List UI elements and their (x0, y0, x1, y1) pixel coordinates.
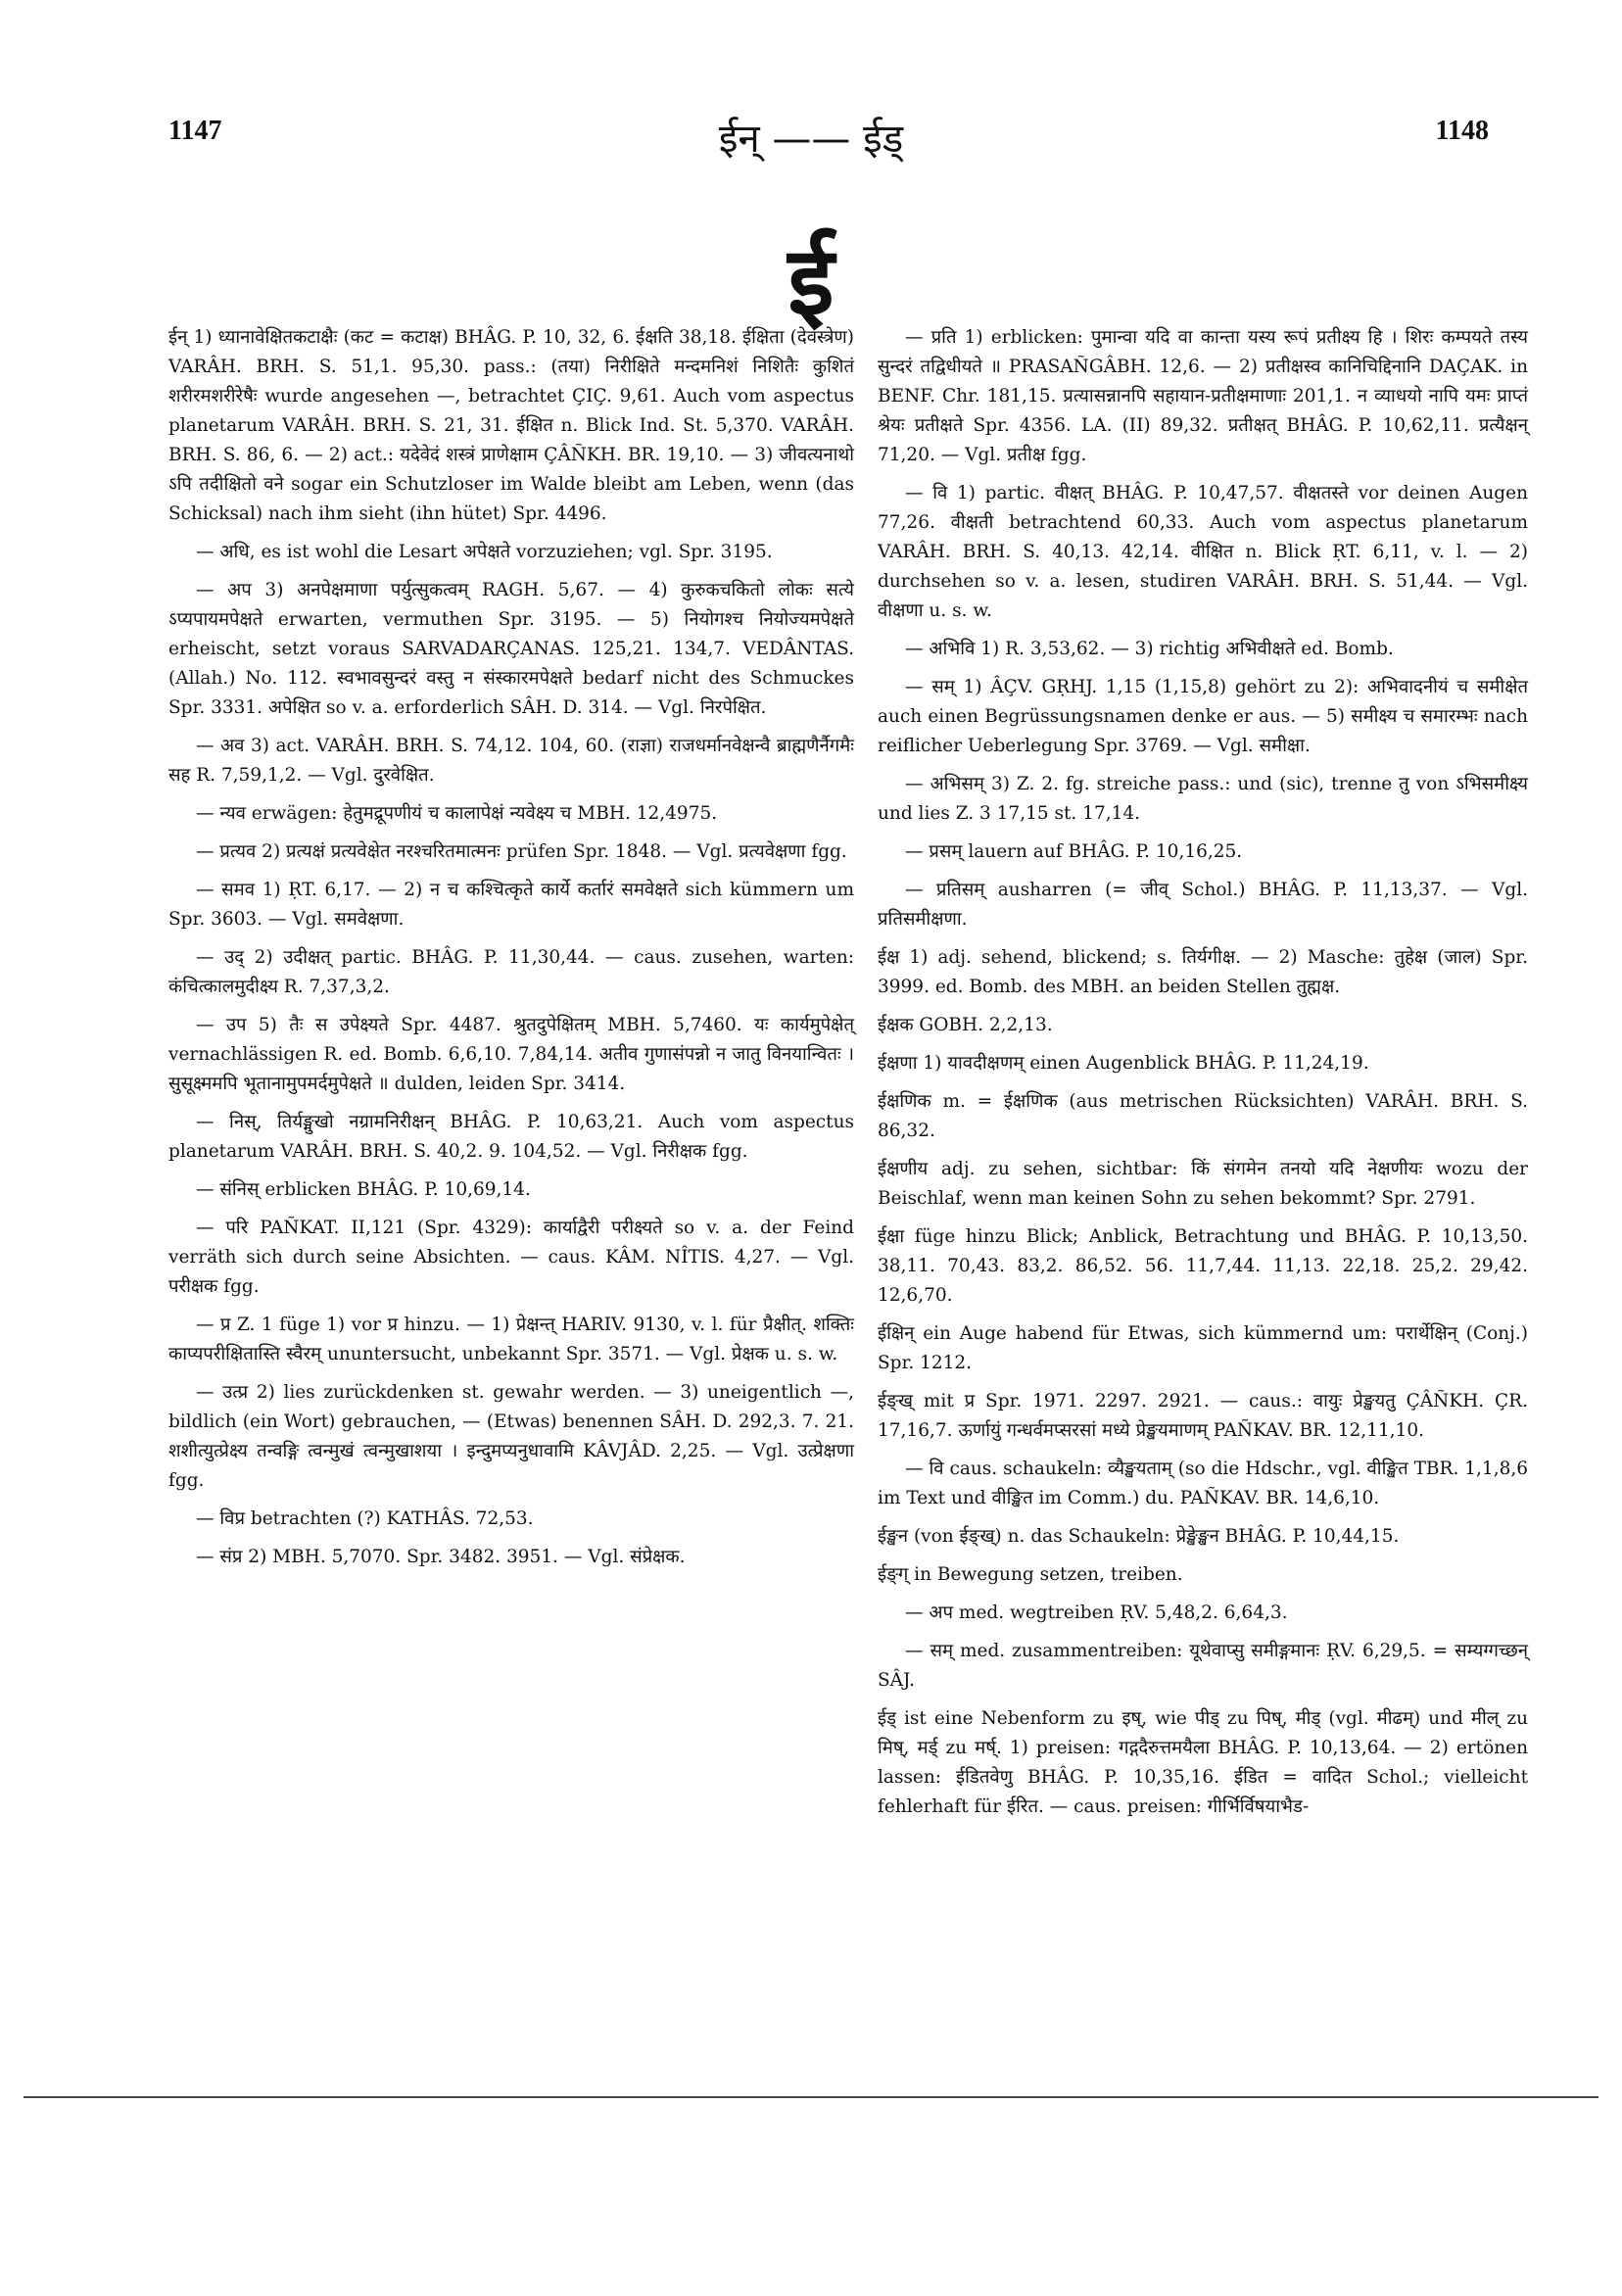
dictionary-entry: — अप 3) अनपेक्षमाणा पर्युत्सुकत्वम् RAGH. 5,67. — 4) कुरुकचकितो लोकः सत्ये ऽप्यपायमपेक्षते erwarten, vermuthen Spr. 3195. — 5) नियोगश्च नियोज्यमपेक्षते erheischt, setzt voraus SARVADARÇANAS. 125,21. 134,7. VEDÂNTAS. (Allah.) No. 112. स्वभावसुन्दरं वस्तु न संस्कारमपेक्षते bedarf nicht des Schmuckes Spr. 3331. अपेक्षित so v. a. erforderlich SÂH. D. 314. — Vgl. निरपेक्षित. (168, 580, 854, 718)
dictionary-entry: ईक्षणा 1) यावदीक्षणम् einen Augenblick BHÂG. P. 11,24,19. (878, 1053, 1369, 1074)
dictionary-entry: ईङ्ग् in Bewegung setzen, treiben. (878, 1564, 1183, 1585)
right-column (878, 323, 1528, 1831)
dictionary-entry: — विप्र betrachten (?) KATHÂS. 72,53. (196, 1508, 534, 1529)
dictionary-entry: ईक्षक GOBH. 2,2,13. (878, 1015, 1053, 1035)
bottom-rule (24, 2096, 1598, 2098)
dictionary-entry: ईड् ist eine Nebenform zu इष्, wie पीड् zu पिष्, मीड् (vgl. मीढम्) und मील् zu मिष्, मर्ड् zu मर्ष्. 1) preisen: गद्गदैरुत्तमयैला BHÂG. P. 10,13,64. — 2) ertönen lassen: ईडितवेणु BHÂG. P. 10,35,16. ईडित = वादित Schol.; vielleicht fehlerhaft für ईरित. — caus. preisen: गीर्भिर्विषयाभैड- (878, 1708, 1528, 1817)
dictionary-entry: — प्रत्यव 2) प्रत्यक्षं प्रत्यवेक्षेत नरश्चरितमात्मनः prüfen Spr. 1848. — Vgl. प्रत्यवेक्षणा fgg. (196, 841, 847, 862)
dictionary-entry: ईक्षणीय adj. zu sehen, sichtbar: किं संगमेन तनयो यदि नेक्षणीयः wozu der Beischlaf, wenn man keinen Sohn zu sehen bekommt? Spr. 2791. (878, 1159, 1528, 1209)
dictionary-entry: ईक्षणिक m. = ईक्षणिक (aus metrischen Rücksichten) VARÂH. BRH. S. 86,32. (878, 1091, 1528, 1141)
dictionary-entry: — उत्प्र 2) lies zurückdenken st. gewahr werden. — 3) uneigentlich —, bildlich (ein Wort) gebrauchen, — (Etwas) benennen SÂH. D. 292,3. 7. 21. शशीत्युत्प्रेक्ष्य तन्वङ्गि त्वन्मुखं त्वन्मुखाशया । इन्दुमप्यनुधावामि KÂVJÂD. 2,25. — Vgl. उत्प्रेक्षणा fgg. (168, 1382, 854, 1491)
dictionary-entry: — समव 1) ṚT. 6,17. — 2) न च कश्चित्कृते कार्ये कर्तारं समवेक्षते sich kümmern um Spr. 3603. — Vgl. समवेक्षणा. (168, 880, 854, 930)
dictionary-entry: — प्रति 1) erblicken: पुमान्वा यदि वा कान्ता यस्य रूपं प्रतीक्ष्य हि । शिरः कम्पयते तस्य सुन्दरं तद्विधीयते ॥ PRASAÑGÂBH. 12,6. — 2) प्रतीक्षस्व कानिचिद्दिनानि DAÇAK. in BENF. Chr. 181,15. प्रत्यासन्नानपि सहायान-प्रतीक्षमाणाः 201,1. न व्याधयो नापि यमः प्राप्तं श्रेयः प्रतीक्षते Spr. 4356. LA. (II) 89,32. प्रतीक्षत् BHÂG. P. 10,62,11. प्रत्यैक्षन् 71,20. — Vgl. प्रतीक्ष fgg. (878, 327, 1528, 465)
left-column (168, 323, 854, 1581)
dictionary-entry: ईन् 1) ध्यानावेक्षितकटाक्षैः (कट = कटाक्ष) BHÂG. P. 10, 32, 6. ईक्षति 38,18. ईक्षिता (देवस्त्रेण) VARÂH. BRH. S. 51,1. 95,30. pass.: (तया) निरीक्षिते मन्दमनिशं निशितैः कुशितं शरीरमशरीरेषैः wurde angesehen —, betrachtet ÇIÇ. 9,61. Auch vom aspectus planetarum VARÂH. BRH. S. 21, 31. ईक्षित n. Blick Ind. St. 5,370. VARÂH. BRH. S. 86, 6. — 2) act.: यदेवेदं शस्त्रं प्राणेक्षाम ÇÂÑKH. BR. 19,10. — 3) जीवत्यनाथो ऽपि तदीक्षितो वने sogar ein Schutzloser im Walde bleibt am Leben, wenn (das Schicksal) nach ihm sieht (ihn hütet) Spr. 4496. (168, 327, 854, 524)
dictionary-entry: — प्र Z. 1 füge 1) vor प्र hinzu. — 1) प्रेक्षन्त् HARIV. 9130, v. l. für प्रैक्षीत्. शक्तिः काप्यपरीक्षितास्ति स्वैरम् ununtersucht, unbekannt Spr. 3571. — Vgl. प्रेक्षक u. s. w. (168, 1315, 854, 1364)
dictionary-entry: — परि PAÑKAT. II,121 (Spr. 4329): कार्याद्वैरी परीक्ष्यते so v. a. der Feind verräth sich durch seine Absichten. — caus. KÂM. NÎTIS. 4,27. — Vgl. परीक्षक fgg. (168, 1218, 854, 1297)
dictionary-entry: ईक्षिन् ein Auge habend für Etwas, sich kümmernd um: परार्थेक्षिन् (Conj.) Spr. 1212. (878, 1323, 1528, 1373)
dictionary-entry: — प्रतिसम् ausharren (= जीव् Schol.) BHÂG. P. 11,13,37. — Vgl. प्रतिसमीक्षणा. (878, 880, 1528, 930)
dictionary-entry: — वि 1) partic. वीक्षत् BHÂG. P. 10,47,57. वीक्षतस्ते vor deinen Augen 77,26. वीक्षती betrachtend 60,33. Auch vom aspectus planetarum VARÂH. BRH. S. 40,13. 42,14. वीक्षित n. Blick ṚT. 6,11, v. l. — 2) durchsehen so v. a. lesen, studiren VARÂH. BRH. S. 51,44. — Vgl. वीक्षणा u. s. w. (878, 483, 1528, 621)
dictionary-entry: — अभिसम् 3) Z. 2. fg. streiche pass.: und (sic), trenne तु von ऽभिसमीक्ष्य und lies Z. 3 17,15 st. 17,14. (878, 774, 1528, 824)
dictionary-entry: — उद् 2) उदीक्षत् partic. BHÂG. P. 11,30,44. — caus. zusehen, warten: कंचित्कालमुदीक्ष्य R. 7,37,3,2. (168, 947, 854, 997)
dictionary-entry: — अव 3) act. VARÂH. BRH. S. 74,12. 104, 60. (राज्ञा) राजधर्मानवेक्षन्वै ब्राह्मणैर्नैगमैः सह R. 7,59,1,2. — Vgl. दुरवेक्षित. (168, 736, 854, 786)
dictionary-entry: — अप med. wegtreiben ṚV. 5,48,2. 6,64,3. (905, 1602, 1288, 1623)
dictionary-entry: — संप्र 2) MBH. 5,7070. Spr. 3482. 3951. — Vgl. संप्रेक्षक. (196, 1547, 686, 1567)
dictionary-entry: — संनिस् erblicken BHÂG. P. 10,69,14. (196, 1179, 531, 1200)
dictionary-entry: — सम् 1) ÂÇV. GṚHJ. 1,15 (1,15,8) gehört zu 2): अभिवादनीयं च समीक्षेत auch einen Begrüssungsnamen denke er aus. — 5) समीक्ष्य च समारम्भः nach reiflicher Ueberlegung Spr. 3769. — Vgl. समीक्षा. (878, 677, 1528, 756)
dictionary-entry: — वि caus. schaukeln: व्यैङ्खयताम् (so die Hdschr., vgl. वीङ्खित TBR. 1,1,8,6 im Text und वीङ्खित im Comm.) du. PAÑKAV. BR. 14,6,10. (878, 1459, 1528, 1508)
dictionary-entry: — न्यव erwägen: हेतुमद्रूपणीयं च कालापेक्षं न्यवेक्ष्य च MBH. 12,4975. (196, 803, 718, 824)
page-number-right: 1148 (1435, 116, 1489, 146)
dictionary-entry: — निस्, तिर्यङ्मुखो नग्रामनिरीक्षन् BHÂG. P. 10,63,21. Auch vom aspectus planetarum VARÂH. BRH. S. 40,2. 9. 104,52. — Vgl. निरीक्षक fgg. (168, 1112, 854, 1162)
dictionary-entry: — सम् med. zusammentreiben: यूथेवाप्सु समीङ्गमानः ṚV. 6,29,5. = सम्यग्गच्छन् SÂJ. (878, 1641, 1528, 1691)
dictionary-entry: — प्रसम् lauern auf BHÂG. P. 10,16,25. (905, 841, 1243, 862)
page-number-left: 1147 (168, 116, 222, 146)
dictionary-entry: — उप 5) तैः स उपेक्ष्यते Spr. 4487. श्रुतदुपेक्षितम् MBH. 5,7460. यः कार्यमुपेक्षेत् vernachlässigen R. ed. Bomb. 6,6,10. 7,84,14. अतीव गुणासंपन्नो न जातु विनयान्वितः । सुसूक्ष्ममपि भूतानामुपमर्दमुपेक्षते ॥ dulden, leiden Spr. 3414. (168, 1015, 854, 1094)
dictionary-entry: ईक्षा füge hinzu Blick; Anblick, Betrachtung und BHÂG. P. 10,13,50. 38,11. 70,43. 83,2. 86,52. 56. 11,7,44. 11,13. 22,18. 25,2. 29,42. 12,6,70. (878, 1226, 1528, 1306)
running-head: ईन् —— ईड् (718, 117, 904, 162)
section-letter: ई (787, 226, 835, 336)
dictionary-entry: — अधि, es ist wohl die Lesart अपेक्षते vorzuziehen; vgl. Spr. 3195. (196, 542, 773, 562)
dictionary-entry: — अभिवि 1) R. 3,53,62. — 3) richtig अभिवीक्षते ed. Bomb. (905, 639, 1394, 659)
dictionary-entry: ईङ्ख् mit प्र Spr. 1971. 2297. 2921. — caus.: वायुः प्रेङ्खयतु ÇÂÑKH. ÇR. 17,16,7. ऊर्णायुं गन्धर्वमप्सरसां मध्ये प्रेङ्खयमाणम् PAÑKAV. BR. 12,11,10. (878, 1391, 1528, 1441)
dictionary-entry: ईक्ष 1) adj. sehend, blickend; s. तिर्यगीक्ष. — 2) Masche: तुहेक्ष (जाल) Spr. 3999. ed. Bomb. des MBH. an beiden Stellen तुह्मक्ष. (878, 947, 1528, 997)
dictionary-entry: ईङ्खन (von ईङ्ख्) n. das Schaukeln: प्रेङ्खेङ्खन BHÂG. P. 10,44,15. (878, 1526, 1400, 1547)
